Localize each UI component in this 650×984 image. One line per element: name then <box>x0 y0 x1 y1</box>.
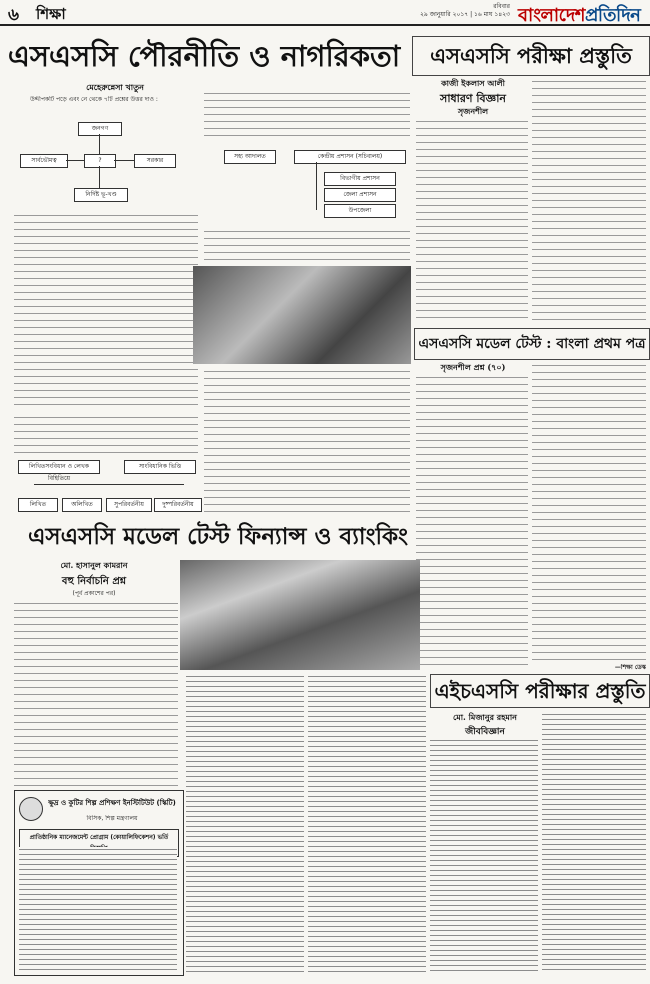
state-elements-diagram <box>14 108 194 208</box>
diagram2-node-district: জেলা প্রশাসন <box>324 188 396 202</box>
masthead-part-a: বাংলাদেশ <box>518 5 585 26</box>
students-exam-photo <box>193 266 411 364</box>
finance-headline[interactable]: এসএসসি মডেল টেস্ট ফিন্যান্স ও ব্যাংকিং <box>27 523 409 550</box>
ssc-prep-topic: সৃজনশীল <box>457 106 489 116</box>
diagram-node-sovereignty: সার্বভৌমত্ব <box>20 154 68 168</box>
tree-connector <box>34 484 184 485</box>
administration-diagram <box>204 146 410 226</box>
tree-leaf-unwritten: অলিখিত <box>62 498 102 512</box>
diagram2-node-court: সহ্য আদালত <box>224 150 276 164</box>
diagram-connector <box>99 166 100 188</box>
tree-leaf-written: লিখিত <box>18 498 58 512</box>
ssc-prep-headline[interactable]: এসএসসি পরীক্ষা প্রস্তুতি <box>412 36 650 76</box>
bangla-test-headline[interactable]: এসএসসি মডেল টেস্ট : বাংলা প্রথম পত্র <box>414 328 650 360</box>
civics-questions-column1 <box>14 212 198 408</box>
section-name: শিক্ষা <box>36 5 66 23</box>
finance-continued: (পূর্ব প্রকাশের পর) <box>72 590 116 597</box>
ad-body-text <box>19 847 177 971</box>
diagram2-node-upazila: উপজেলা <box>324 204 396 218</box>
bangla-test-subtitle: সৃজনশীল প্রশ্ন (৭০) <box>440 362 506 372</box>
ad-notice-title: প্রাতিষ্ঠানিক ম্যানেজমেন্ট প্রোগ্রাম (কোয়ালিফিকেশন) ভর্তি <box>19 829 179 857</box>
diagram2-connector <box>316 162 317 210</box>
page-number: ৬ <box>8 5 20 25</box>
tree-leaf-rigid: দুষ্পরিবর্তনীয় <box>154 498 202 512</box>
civics-author: মেহেরুন্নেসা খাতুন <box>86 82 144 92</box>
ad-institute-name: ক্ষুদ্র ও কুটির শিল্প প্রশিক্ষণ ইনস্টিটিউট (স্কিটি) <box>48 799 176 807</box>
ad-ministry: বিসিক, শিল্প মন্ত্রণালয় <box>86 815 138 822</box>
ssc-prep-author: কাজী ইকলাস আলী <box>441 78 505 88</box>
diagram-connector <box>66 160 84 161</box>
diagram2-node-central: কেন্দ্রীয় প্রশাসন (সচিবালয়) <box>294 150 406 164</box>
civics-headline[interactable]: এসএসসি পৌরনীতি ও নাগরিকতা <box>7 39 401 73</box>
finance-subtitle: বহু নির্বাচনি প্রশ্ন <box>61 576 127 587</box>
diagram-connector <box>114 160 134 161</box>
hsc-prep-text-col1 <box>430 738 538 974</box>
institute-logo <box>19 797 43 821</box>
finance-author: মো. হাসানুল কামরান <box>60 560 128 570</box>
hsc-prep-subject: জীববিজ্ঞান <box>465 727 505 737</box>
diagram-node-territory: নির্দিষ্ট ভূ-খণ্ড <box>74 188 128 202</box>
civics-questions-column4 <box>14 414 198 454</box>
bangla-test-text-col1 <box>416 374 528 670</box>
ssc-prep-subject: সাধারণ বিজ্ঞান <box>440 92 506 105</box>
diagram2-node-division: বিভাগীয় প্রশাসন <box>324 172 396 186</box>
tree-leaf-flexible: সুপরিবর্তনীয় <box>106 498 152 512</box>
finance-text-col2 <box>186 674 304 974</box>
civics-questions-column5 <box>204 368 410 514</box>
ssc-prep-text-col2 <box>532 78 646 324</box>
weekday: রবিবার <box>493 3 510 10</box>
diagram-node-government: সরকার <box>134 154 176 168</box>
civics-questions-column3 <box>204 228 410 262</box>
hsc-prep-author: মো. মিজানুর রহমান <box>453 712 517 722</box>
diagram-node-unknown: ? <box>84 154 116 168</box>
hsc-prep-text-col2 <box>542 712 646 974</box>
exam-hall-photo <box>180 560 420 670</box>
civics-intro: উদ্দীপকটি পড়ে এবং নে থেকে ৭টি প্রশ্নের উত্তর দাও : <box>30 96 158 103</box>
full-date: ২৯ জানুয়ারি ২০১৭ | ১৬ মাঘ ১৪২৩ <box>420 11 510 18</box>
finance-text-col1 <box>14 600 178 786</box>
issue-date <box>380 3 510 19</box>
newspaper-masthead[interactable] <box>518 1 648 32</box>
article-signoff: —শিক্ষা ডেস্ক <box>614 664 646 671</box>
diagram-connector <box>99 134 100 154</box>
tree-node-written: লিখিতসংবিধান ও লেখক বিহিতিয়ে <box>18 460 100 474</box>
advertisement-box[interactable] <box>14 790 184 976</box>
tree-node-basis: সাংবিধানিক ভিত্তি <box>124 460 196 474</box>
hsc-prep-headline[interactable]: এইচএসসি পরীক্ষার প্রস্তুতি <box>430 674 650 708</box>
finance-text-col3 <box>308 674 426 974</box>
constitution-tree-diagram <box>14 456 204 518</box>
civics-questions-column2 <box>204 90 410 140</box>
ssc-prep-text-col1 <box>416 118 528 324</box>
masthead-part-b: প্রতিদিন <box>584 5 641 26</box>
diagram-node-people: জনগণ <box>78 122 122 136</box>
bangla-test-text-col2 <box>532 362 646 664</box>
